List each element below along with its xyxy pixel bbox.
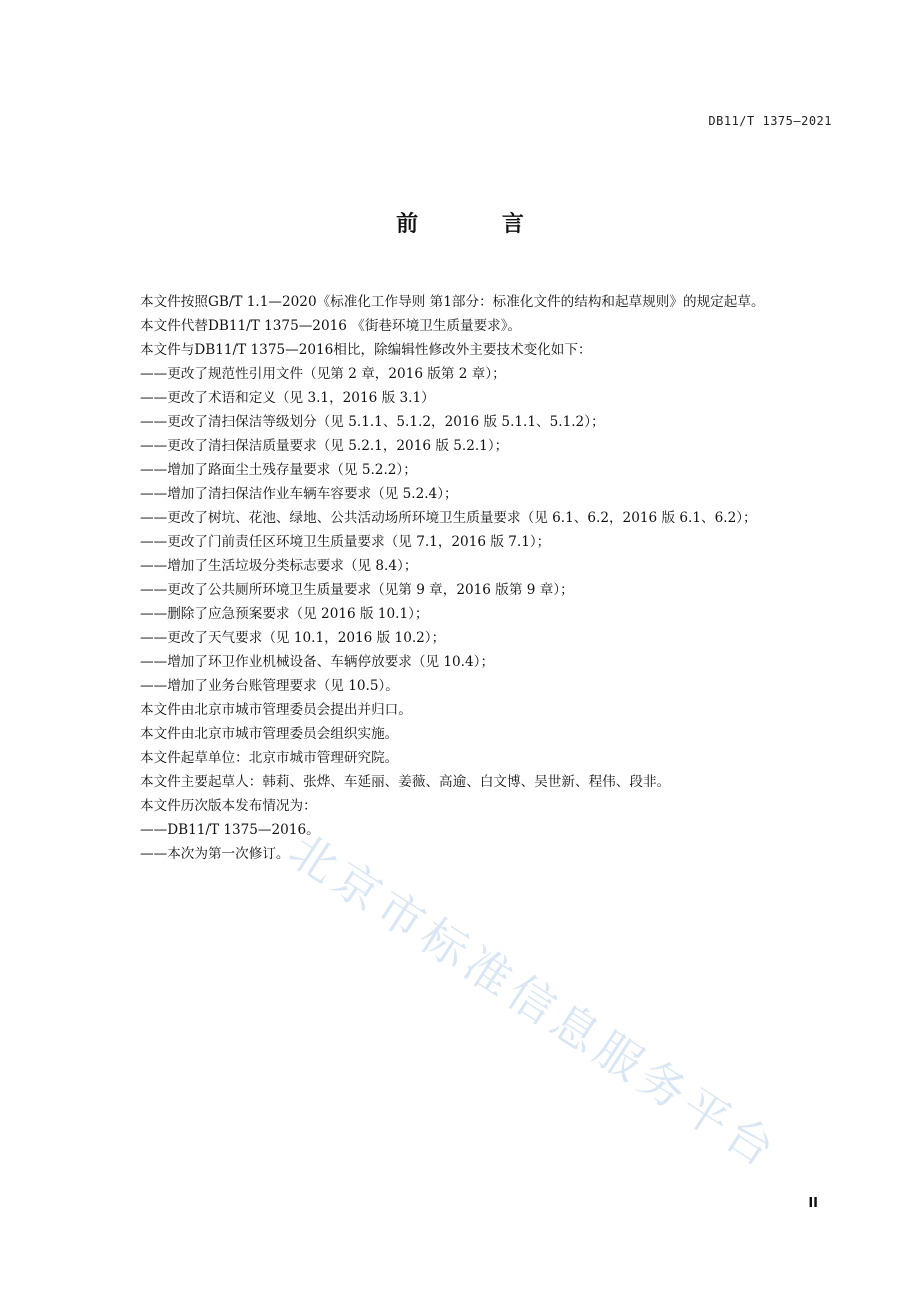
intro-paragraph-1: 本文件按照GB/T 1.1—2020《标准化工作导则 第1部分：标准化文件的结构和起草规则》的规定起草。 bbox=[140, 294, 765, 310]
watermark: 北京市标准信息服务平台 bbox=[279, 822, 789, 1180]
intro-paragraph-3: 本文件与DB11/T 1375—2016相比，除编辑性修改外主要技术变化如下： bbox=[140, 342, 592, 358]
change-item: ——更改了清扫保洁质量要求（见 5.2.1，2016 版 5.2.1）； bbox=[140, 438, 509, 454]
page-number: II bbox=[808, 1196, 818, 1211]
change-item: ——更改了公共厕所环境卫生质量要求（见第 9 章，2016 版第 9 章）； bbox=[140, 582, 574, 598]
implementer-paragraph: 本文件由北京市城市管理委员会组织实施。 bbox=[140, 726, 399, 742]
document-code: DB11/T 1375—2021 bbox=[708, 114, 832, 128]
history-item: ——本次为第一次修订。 bbox=[140, 846, 290, 862]
change-item: ——更改了清扫保洁等级划分（见 5.1.1、5.1.2，2016 版 5.1.1、5.1.2）； bbox=[140, 414, 605, 430]
foreword-body bbox=[111, 290, 835, 866]
drafters-paragraph: 本文件主要起草人：韩莉、张烨、车延丽、姜薇、高逾、白文博、吴世新、程伟、段非。 bbox=[140, 774, 671, 790]
page-title: 前 言 bbox=[396, 212, 562, 237]
history-heading: 本文件历次版本发布情况为： bbox=[140, 798, 317, 814]
intro-paragraph-2: 本文件代替DB11/T 1375—2016 《街巷环境卫生质量要求》。 bbox=[140, 318, 522, 334]
history-item: ——DB11/T 1375—2016。 bbox=[140, 822, 320, 838]
change-item: ——更改了规范性引用文件（见第 2 章，2016 版第 2 章）； bbox=[140, 366, 506, 382]
change-item: ——更改了术语和定义（见 3.1，2016 版 3.1） bbox=[140, 390, 435, 406]
change-item: ——更改了门前责任区环境卫生质量要求（见 7.1，2016 版 7.1）； bbox=[140, 534, 551, 550]
change-item: ——增加了环卫作业机械设备、车辆停放要求（见 10.4）； bbox=[140, 654, 495, 670]
change-item: ——增加了生活垃圾分类标志要求（见 8.4）； bbox=[140, 558, 418, 574]
change-item: ——更改了树坑、花池、绿地、公共活动场所环境卫生质量要求（见 6.1、6.2，2016 版 6.1、6.2）； bbox=[140, 510, 757, 526]
change-item: ——删除了应急预案要求（见 2016 版 10.1）； bbox=[140, 606, 429, 622]
drafting-unit-paragraph: 本文件起草单位：北京市城市管理研究院。 bbox=[140, 750, 399, 766]
change-item: ——更改了天气要求（见 10.1，2016 版 10.2）； bbox=[140, 630, 446, 646]
proposer-paragraph: 本文件由北京市城市管理委员会提出并归口。 bbox=[140, 702, 412, 718]
change-item: ——增加了清扫保洁作业车辆车容要求（见 5.2.4）； bbox=[140, 486, 458, 502]
change-item: ——增加了业务台账管理要求（见 10.5）。 bbox=[140, 678, 399, 694]
change-item: ——增加了路面尘土残存量要求（见 5.2.2）； bbox=[140, 462, 417, 478]
